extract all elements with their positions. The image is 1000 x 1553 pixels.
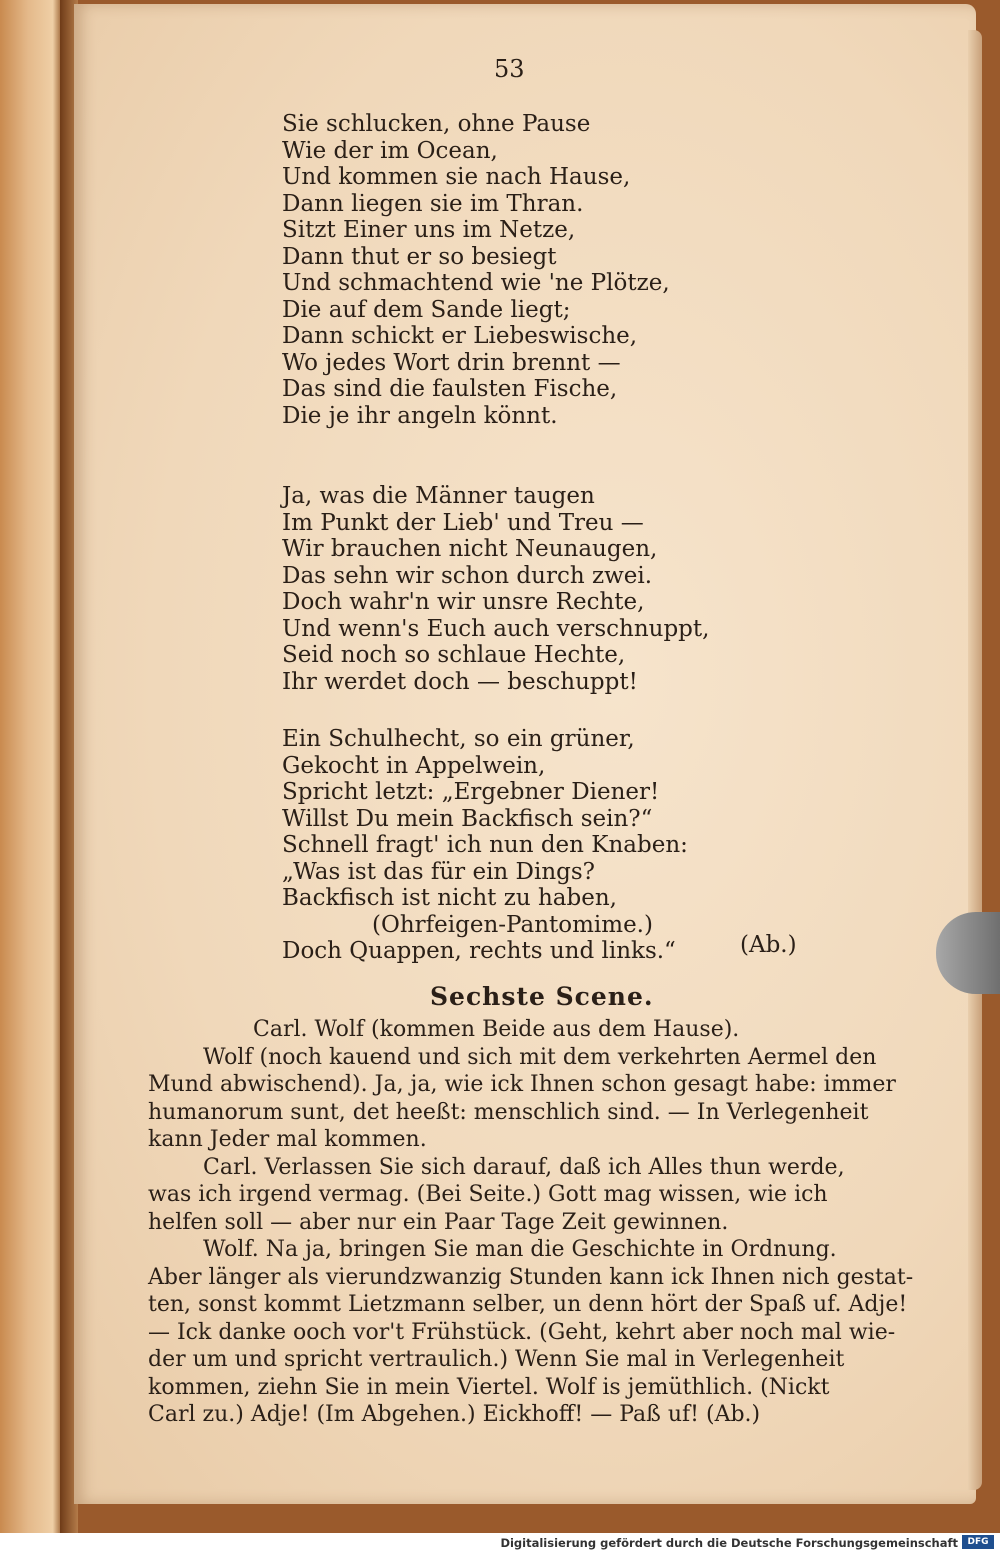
verse-line: Ja, was die Männer taugen — [282, 483, 595, 509]
page-stack-edge — [968, 30, 982, 1490]
verse-line: Im Punkt der Lieb' und Treu — — [282, 509, 644, 536]
page-number: 53 — [494, 55, 525, 83]
prose-line: ten, sonst kommt Lietzmann selber, un denn hört der Spaß uf. Adje! — [148, 1292, 908, 1317]
prose-line: kommen, ziehn Sie in mein Viertel. Wolf is jemüthlich. (Nickt — [148, 1374, 830, 1400]
verse-line: Das sehn wir schon durch zwei. — [282, 562, 653, 589]
prose-line: kann Jeder mal kommen. — [148, 1127, 427, 1152]
prose-line: Carl. Verlassen Sie sich darauf, daß ich Alles thun werde, — [203, 1154, 845, 1180]
verse-stanza-3 — [282, 726, 688, 965]
verse-line: Doch wahr'n wir unsre Rechte, — [282, 589, 645, 615]
verse-line: Sitzt Einer uns im Netze, — [282, 217, 576, 243]
left-page-edge — [0, 0, 62, 1553]
scene-heading: Sechste Scene. — [430, 982, 654, 1011]
prose-line: Wolf (noch kauend und sich mit dem verkehrten Aermel den — [203, 1044, 877, 1070]
verse-line: Gekocht in Appelwein, — [282, 752, 546, 779]
prose-line: was ich irgend vermag. (Bei Seite.) Gott mag wissen, wie ich — [148, 1182, 828, 1207]
verse-line: Wo jedes Wort drin brennt — — [282, 349, 621, 376]
verse-line: Und schmachtend wie 'ne Plötze, — [282, 270, 670, 296]
verse-line: Und kommen sie nach Hause, — [282, 164, 631, 190]
stage-direction: (Ohrfeigen-Pantomime.) — [372, 911, 653, 938]
stage-direction-line: Carl. Wolf (kommen Beide aus dem Hause). — [253, 1017, 740, 1042]
prose-line: Aber länger als vierundzwanzig Stunden kann ick Ihnen nich gestat- — [148, 1264, 914, 1290]
verse-line: Spricht letzt: „Ergebner Diener! — [282, 779, 660, 805]
verse-line: Backfisch ist nicht zu haben, — [282, 885, 617, 911]
prose-block — [148, 1016, 914, 1429]
prose-line: der um und spricht vertraulich.) Wenn Sie mal in Verlegenheit — [148, 1347, 845, 1372]
verse-line: Sie schlucken, ohne Pause — [282, 111, 591, 137]
verse-line: Schnell fragt' ich nun den Knaben: — [282, 832, 688, 858]
verse-line: Das sind die faulsten Fische, — [282, 376, 618, 402]
dfg-logo: DFG — [962, 1535, 994, 1549]
verse-line: Die je ihr angeln könnt. — [282, 402, 558, 429]
verse-line: Und wenn's Euch auch verschnuppt, — [282, 615, 710, 642]
verse-line: Wie der im Ocean, — [282, 137, 498, 164]
verse-line: Dann liegen sie im Thran. — [282, 190, 584, 217]
prose-line: helfen soll — aber nur ein Paar Tage Zeit gewinnen. — [148, 1209, 729, 1235]
verse-line: Dann thut er so besiegt — [282, 243, 557, 270]
verse-line: Ihr werdet doch — beschuppt! — [282, 668, 638, 695]
verse-line: Ein Schulhecht, so ein grüner, — [282, 726, 635, 752]
verse-stanza-2 — [282, 483, 709, 695]
prose-line: — Ick danke ooch vor't Frühstück. (Geht, kehrt aber noch mal wie- — [148, 1319, 896, 1345]
prose-line: humanorum sunt, det heeßt: menschlich sind. — In Verlegenheit — [148, 1099, 869, 1125]
verse-line: Seid noch so schlaue Hechte, — [282, 642, 626, 668]
verse-stanza-1 — [282, 111, 670, 429]
prose-line: Mund abwischend). Ja, ja, wie ick Ihnen schon gesagt habe: immer — [148, 1072, 896, 1097]
exit-note: (Ab.) — [740, 932, 797, 958]
verse-line: „Was ist das für ein Dings? — [282, 858, 596, 885]
prose-line: Carl zu.) Adje! (Im Abgehen.) Eickhoff! — Paß uf! (Ab.) — [148, 1402, 761, 1427]
prose-line: Wolf. Na ja, bringen Sie man die Geschichte in Ordnung. — [203, 1237, 837, 1262]
verse-line: Willst Du mein Backfisch sein?“ — [282, 805, 653, 832]
funding-credit: Digitalisierung gefördert durch die Deutsche Forschungsgemeinschaft — [500, 1536, 958, 1550]
verse-line: Doch Quappen, rechts und links.“ — [282, 938, 676, 964]
verse-line: Die auf dem Sande liegt; — [282, 296, 571, 323]
verse-line: Dann schickt er Liebeswische, — [282, 323, 638, 349]
verse-line: Wir brauchen nicht Neunaugen, — [282, 536, 658, 562]
